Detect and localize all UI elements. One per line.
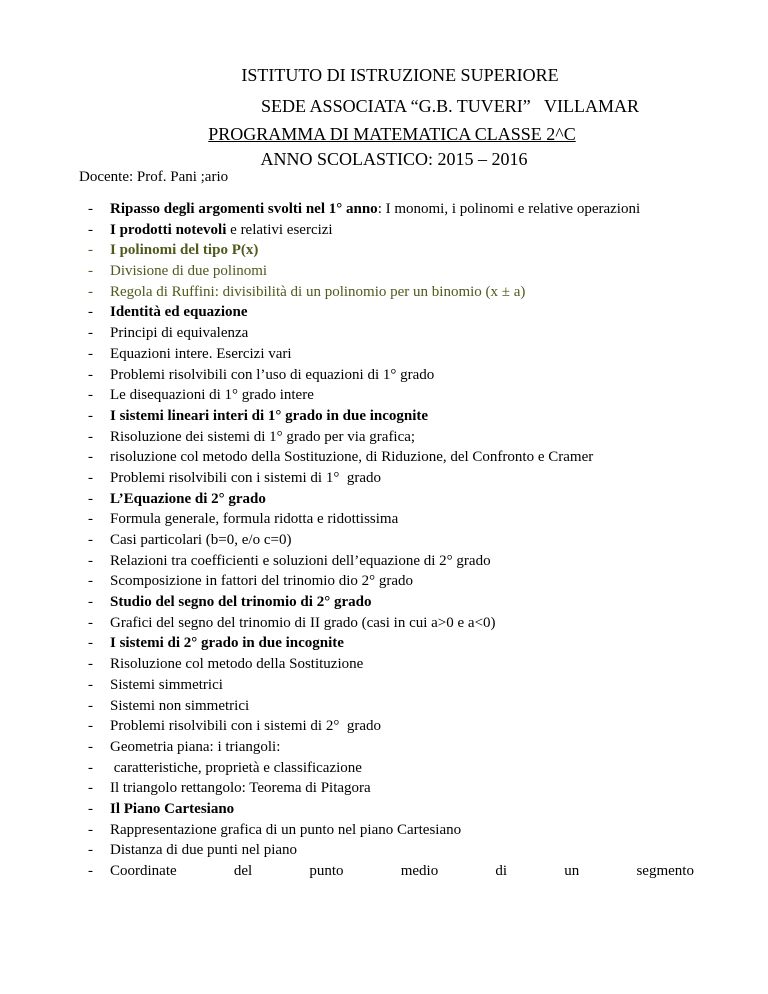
topic-text: Risoluzione dei sistemi di 1° grado per via grafica; [110, 428, 416, 445]
topic-item [88, 820, 728, 841]
topic-heading: L’Equazione di 2° grado [110, 490, 266, 507]
topic-text: e relativi esercizi [226, 221, 333, 238]
list-bullet-dash: - [88, 573, 93, 590]
topic-text: Relazioni tra coefficienti e soluzioni dell’equazione di 2° grado [110, 552, 491, 569]
topic-text: Grafici del segno del trinomio di II grado (casi in cui a>0 e a<0) [110, 614, 496, 631]
topic-item [88, 592, 728, 613]
list-bullet-dash: - [88, 800, 93, 817]
school-branch: SEDE ASSOCIATA “G.B. TUVERI” VILLAMAR [261, 96, 639, 116]
list-bullet-dash: - [88, 469, 93, 486]
topic-text: caratteristiche, proprietà e classificazione [110, 759, 362, 776]
list-bullet-dash: - [88, 594, 93, 611]
topic-text: Sistemi non simmetrici [110, 697, 250, 714]
topic-item [88, 302, 728, 323]
list-bullet-dash: - [88, 387, 93, 404]
list-bullet-dash: - [88, 366, 93, 383]
topic-heading: I sistemi lineari interi di 1° grado in due incognite [110, 407, 429, 424]
topic-text: Problemi risolvibili con i sistemi di 1° grado [110, 469, 381, 486]
topic-item [88, 199, 728, 220]
topic-item [88, 737, 728, 758]
topic-item [88, 696, 728, 717]
list-bullet-dash: - [88, 283, 93, 300]
teacher-name: Docente: Prof. Pani ;ario [79, 169, 229, 185]
list-bullet-dash: - [88, 842, 93, 859]
list-bullet-dash: - [88, 532, 93, 548]
topic-text: Geometria piana: i triangoli: [110, 738, 281, 755]
topic-heading: I polinomi del tipo P(x) [110, 242, 259, 259]
topic-item [88, 385, 728, 406]
topic-item [88, 344, 728, 365]
topic-heading: I sistemi di 2° grado in due incognite [110, 635, 344, 652]
list-bullet-dash: - [88, 676, 93, 693]
topic-text: Equazioni intere. Esercizi vari [110, 345, 292, 362]
list-bullet-dash: - [88, 407, 93, 424]
list-bullet-dash: - [88, 738, 93, 755]
topic-item [88, 240, 728, 261]
list-bullet-dash: - [88, 490, 93, 507]
justified-text [110, 861, 694, 881]
topic-item [88, 778, 728, 799]
school-year: ANNO SCOLASTICO: 2015 – 2016 [260, 149, 528, 169]
list-bullet-dash: - [88, 263, 93, 280]
topic-text: Principi di equivalenza [110, 325, 249, 342]
topic-item [88, 468, 728, 489]
list-bullet-dash: - [88, 552, 93, 569]
topic-item [88, 427, 728, 448]
topic-item [88, 799, 728, 820]
topic-text: Sistemi simmetrici [110, 676, 223, 693]
topic-text: Distanza di due punti nel piano [110, 842, 298, 859]
list-bullet-dash: - [88, 304, 93, 321]
topic-item [88, 758, 728, 779]
list-bullet-dash: - [88, 221, 93, 238]
topic-item [88, 551, 728, 572]
topic-word: del [233, 863, 253, 879]
topic-item [88, 261, 728, 282]
topic-text: Problemi risolvibili con i sistemi di 2° grado [110, 718, 381, 735]
topic-text: Rappresentazione grafica di un punto nel piano Cartesiano [110, 821, 462, 838]
topic-item [88, 282, 728, 303]
topic-item [88, 509, 728, 530]
topic-heading: I prodotti notevoli [110, 221, 227, 238]
topic-text: Casi particolari (b=0, e/o c=0) [110, 532, 292, 548]
school-name: ISTITUTO DI ISTRUZIONE SUPERIORE [241, 65, 559, 85]
list-bullet-dash: - [88, 345, 93, 362]
topic-text: Risoluzione col metodo della Sostituzione [110, 656, 364, 673]
list-bullet-dash: - [88, 325, 93, 342]
topic-heading: Il Piano Cartesiano [110, 800, 235, 817]
topic-item [88, 571, 728, 592]
topic-item [88, 406, 728, 427]
topic-text: Problemi risolvibili con l’uso di equazioni di 1° grado [110, 366, 435, 383]
topic-text: Regola di Ruffini: divisibilità di un polinomio per un binomio (x ± a) [110, 283, 526, 300]
topic-text: Le disequazioni di 1° grado intere [110, 387, 314, 404]
topic-heading: Ripasso degli argomenti svolti nel 1° anno [110, 201, 378, 217]
list-bullet-dash: - [88, 821, 93, 838]
list-bullet-dash: - [88, 242, 93, 259]
list-bullet-dash: - [88, 449, 93, 466]
list-bullet-dash: - [88, 718, 93, 735]
topic-item [88, 840, 728, 861]
program-title: PROGRAMMA DI MATEMATICA CLASSE 2^C [208, 124, 576, 144]
topic-word: punto [309, 863, 344, 879]
topic-item [88, 447, 728, 468]
topic-text: Il triangolo rettangolo: Teorema di Pitagora [110, 780, 371, 797]
topic-text: Divisione di due polinomi [110, 263, 268, 280]
topic-item [88, 530, 728, 551]
list-bullet-dash: - [88, 511, 93, 528]
topic-item [88, 323, 728, 344]
topic-item [88, 613, 728, 634]
topic-item [88, 716, 728, 737]
list-bullet-dash: - [88, 614, 93, 631]
topic-item [88, 489, 728, 510]
list-bullet-dash: - [88, 697, 93, 714]
topic-word: medio [400, 863, 439, 879]
topic-item [88, 220, 728, 241]
list-bullet-dash: - [88, 863, 93, 879]
list-bullet-dash: - [88, 635, 93, 652]
topic-word: un [564, 863, 580, 879]
topic-list [88, 199, 728, 882]
list-bullet-dash: - [88, 428, 93, 445]
topic-text: risoluzione col metodo della Sostituzione, di Riduzione, del Confronto e Cramer [110, 449, 594, 466]
list-bullet-dash: - [88, 656, 93, 673]
topic-item [88, 654, 728, 675]
topic-item [88, 861, 728, 882]
topic-heading: Studio del segno del trinomio di 2° grado [110, 594, 372, 611]
topic-word: di [495, 863, 508, 879]
topic-item [88, 675, 728, 696]
list-bullet-dash: - [88, 780, 93, 797]
topic-heading: Identità ed equazione [110, 304, 248, 321]
topic-text: : I monomi, i polinomi e relative operazioni [377, 201, 641, 217]
topic-text: Formula generale, formula ridotta e ridottissima [110, 511, 399, 528]
list-bullet-dash: - [88, 201, 93, 217]
topic-item [88, 365, 728, 386]
topic-text: Scomposizione in fattori del trinomio dio 2° grado [110, 573, 414, 590]
topic-word: Coordinate [110, 863, 177, 879]
topic-item [88, 633, 728, 654]
list-bullet-dash: - [88, 759, 93, 776]
topic-word: segmento [636, 863, 694, 879]
